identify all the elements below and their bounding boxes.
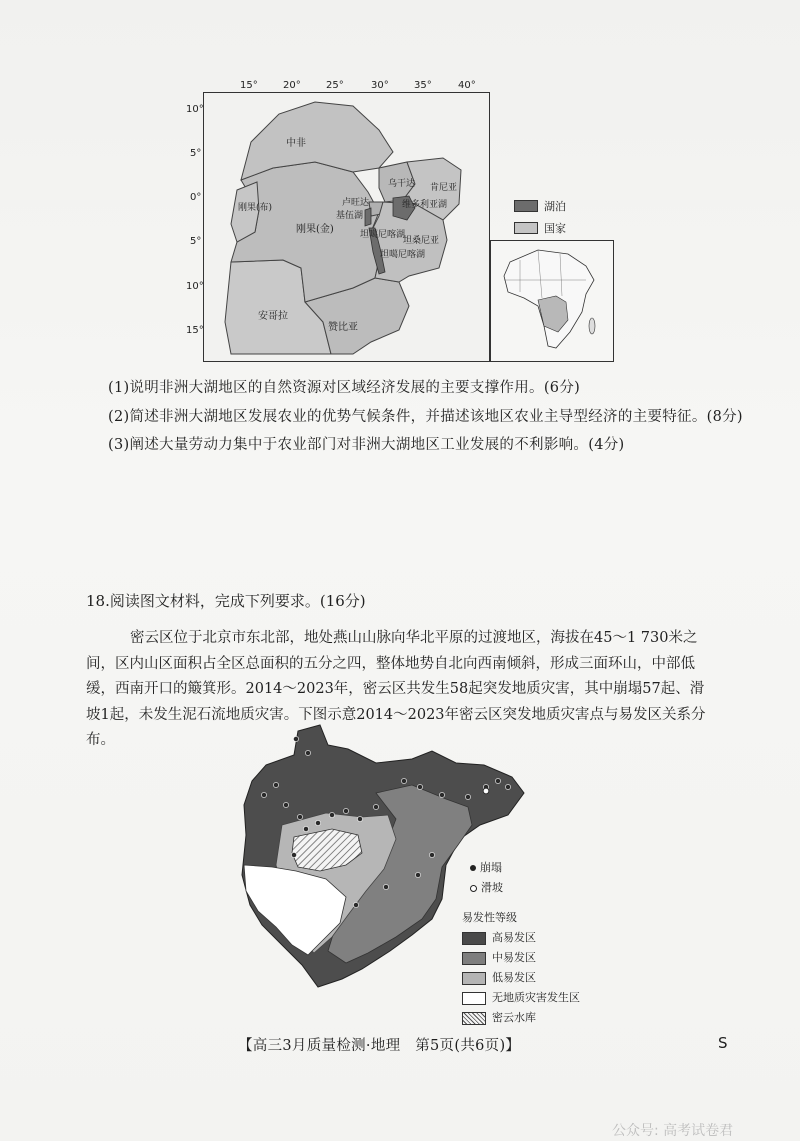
swatch-low <box>462 972 486 985</box>
label-congo: 刚果(布) <box>238 203 273 213</box>
map2-zones-legend <box>462 908 580 1028</box>
label-rwanda: 卢旺达 <box>342 198 370 208</box>
legend-collapse-label: 崩塌 <box>480 861 502 874</box>
africa-inset-map <box>490 240 614 362</box>
page-mark: S <box>718 1034 728 1052</box>
lon-label: 35° <box>414 80 432 91</box>
legend-label-lake: 湖泊 <box>544 200 566 213</box>
lat-label: 10° <box>186 104 204 115</box>
label-kenya: 肯尼亚 <box>430 183 458 193</box>
question-1: (1)说明非洲大湖地区的自然资源对区域经济发展的主要支撑作用。(6分) <box>108 380 581 396</box>
page-footer: 【高三3月质量检测·地理 第5页(共6页)】 <box>238 1038 521 1054</box>
legend-swatch-country <box>514 222 538 234</box>
map2-points-legend <box>470 858 503 898</box>
landslide-icon <box>470 885 477 892</box>
lat-label: 5° <box>190 148 202 159</box>
legend-high-label: 高易发区 <box>492 931 536 944</box>
lon-label: 30° <box>371 80 389 91</box>
label-drc: 刚果(金) <box>296 224 334 235</box>
swatch-reservoir <box>462 1012 486 1025</box>
lon-label: 20° <box>283 80 301 91</box>
lon-label: 40° <box>458 80 476 91</box>
legend-medium-label: 中易发区 <box>492 951 536 964</box>
label-tanzania: 坦桑尼亚 <box>403 236 440 246</box>
map1-legend <box>514 198 566 236</box>
collapse-icon <box>470 865 476 871</box>
label-angola: 安哥拉 <box>258 311 288 322</box>
landslide-point <box>483 788 489 794</box>
legend-no-hazard-label: 无地质灾害发生区 <box>492 991 580 1004</box>
lake-kivu <box>365 208 371 226</box>
legend-swatch-lake <box>514 200 538 212</box>
label-zambia: 赞比亚 <box>328 322 358 333</box>
question-3: (3)阐述大量劳动力集中于农业部门对非洲大湖地区工业发展的不利影响。(4分) <box>108 437 625 453</box>
legend-label-country: 国家 <box>544 222 566 235</box>
legend-low-label: 低易发区 <box>492 971 536 984</box>
label-car: 中非 <box>286 138 306 149</box>
swatch-medium <box>462 952 486 965</box>
question-18-title: 18.阅读图文材料，完成下列要求。(16分) <box>86 592 366 610</box>
label-tanganyika-2: 坦噶尼喀湖 <box>380 250 426 260</box>
legend-landslide-label: 滑坡 <box>481 881 503 894</box>
watermark: 公众号: 高考试卷君 <box>612 1123 734 1139</box>
label-kivu: 基伍湖 <box>336 211 364 221</box>
question-2: (2)简述非洲大湖地区发展农业的优势气候条件，并描述该地区农业主导型经济的主要特征。(8分) <box>108 409 743 425</box>
swatch-high <box>462 932 486 945</box>
lon-label: 15° <box>240 80 258 91</box>
lat-label: 15° <box>186 325 204 336</box>
label-tanganyika: 坦噶尼喀湖 <box>360 230 406 240</box>
label-victoria: 维多利亚湖 <box>402 200 448 210</box>
lat-label: 0° <box>190 192 202 203</box>
lat-label: 10° <box>186 281 204 292</box>
zones-legend-title: 易发性等级 <box>462 911 517 924</box>
lon-label: 25° <box>326 80 344 91</box>
legend-reservoir-label: 密云水库 <box>492 1011 536 1024</box>
lat-label: 5° <box>190 236 202 247</box>
question-18-paragraph: 密云区位于北京市东北部，地处燕山山脉向华北平原的过渡地区，海拔在45～1 730米之间，区内山区面积占全区总面积的五分之四，整体地势自北向西南倾斜，形成三面环山，中部低缓，西南开口的簸箕形。2014～2023年，密云区共发生58起突发地质灾害，其中崩塌57起、滑坡1起，未发生泥石流地质灾害。下图示意2014～2023年密云区突发地质灾害点与易发区关系分布。 <box>86 630 706 748</box>
label-uganda: 乌干达 <box>388 179 416 189</box>
swatch-no-hazard <box>462 992 486 1005</box>
